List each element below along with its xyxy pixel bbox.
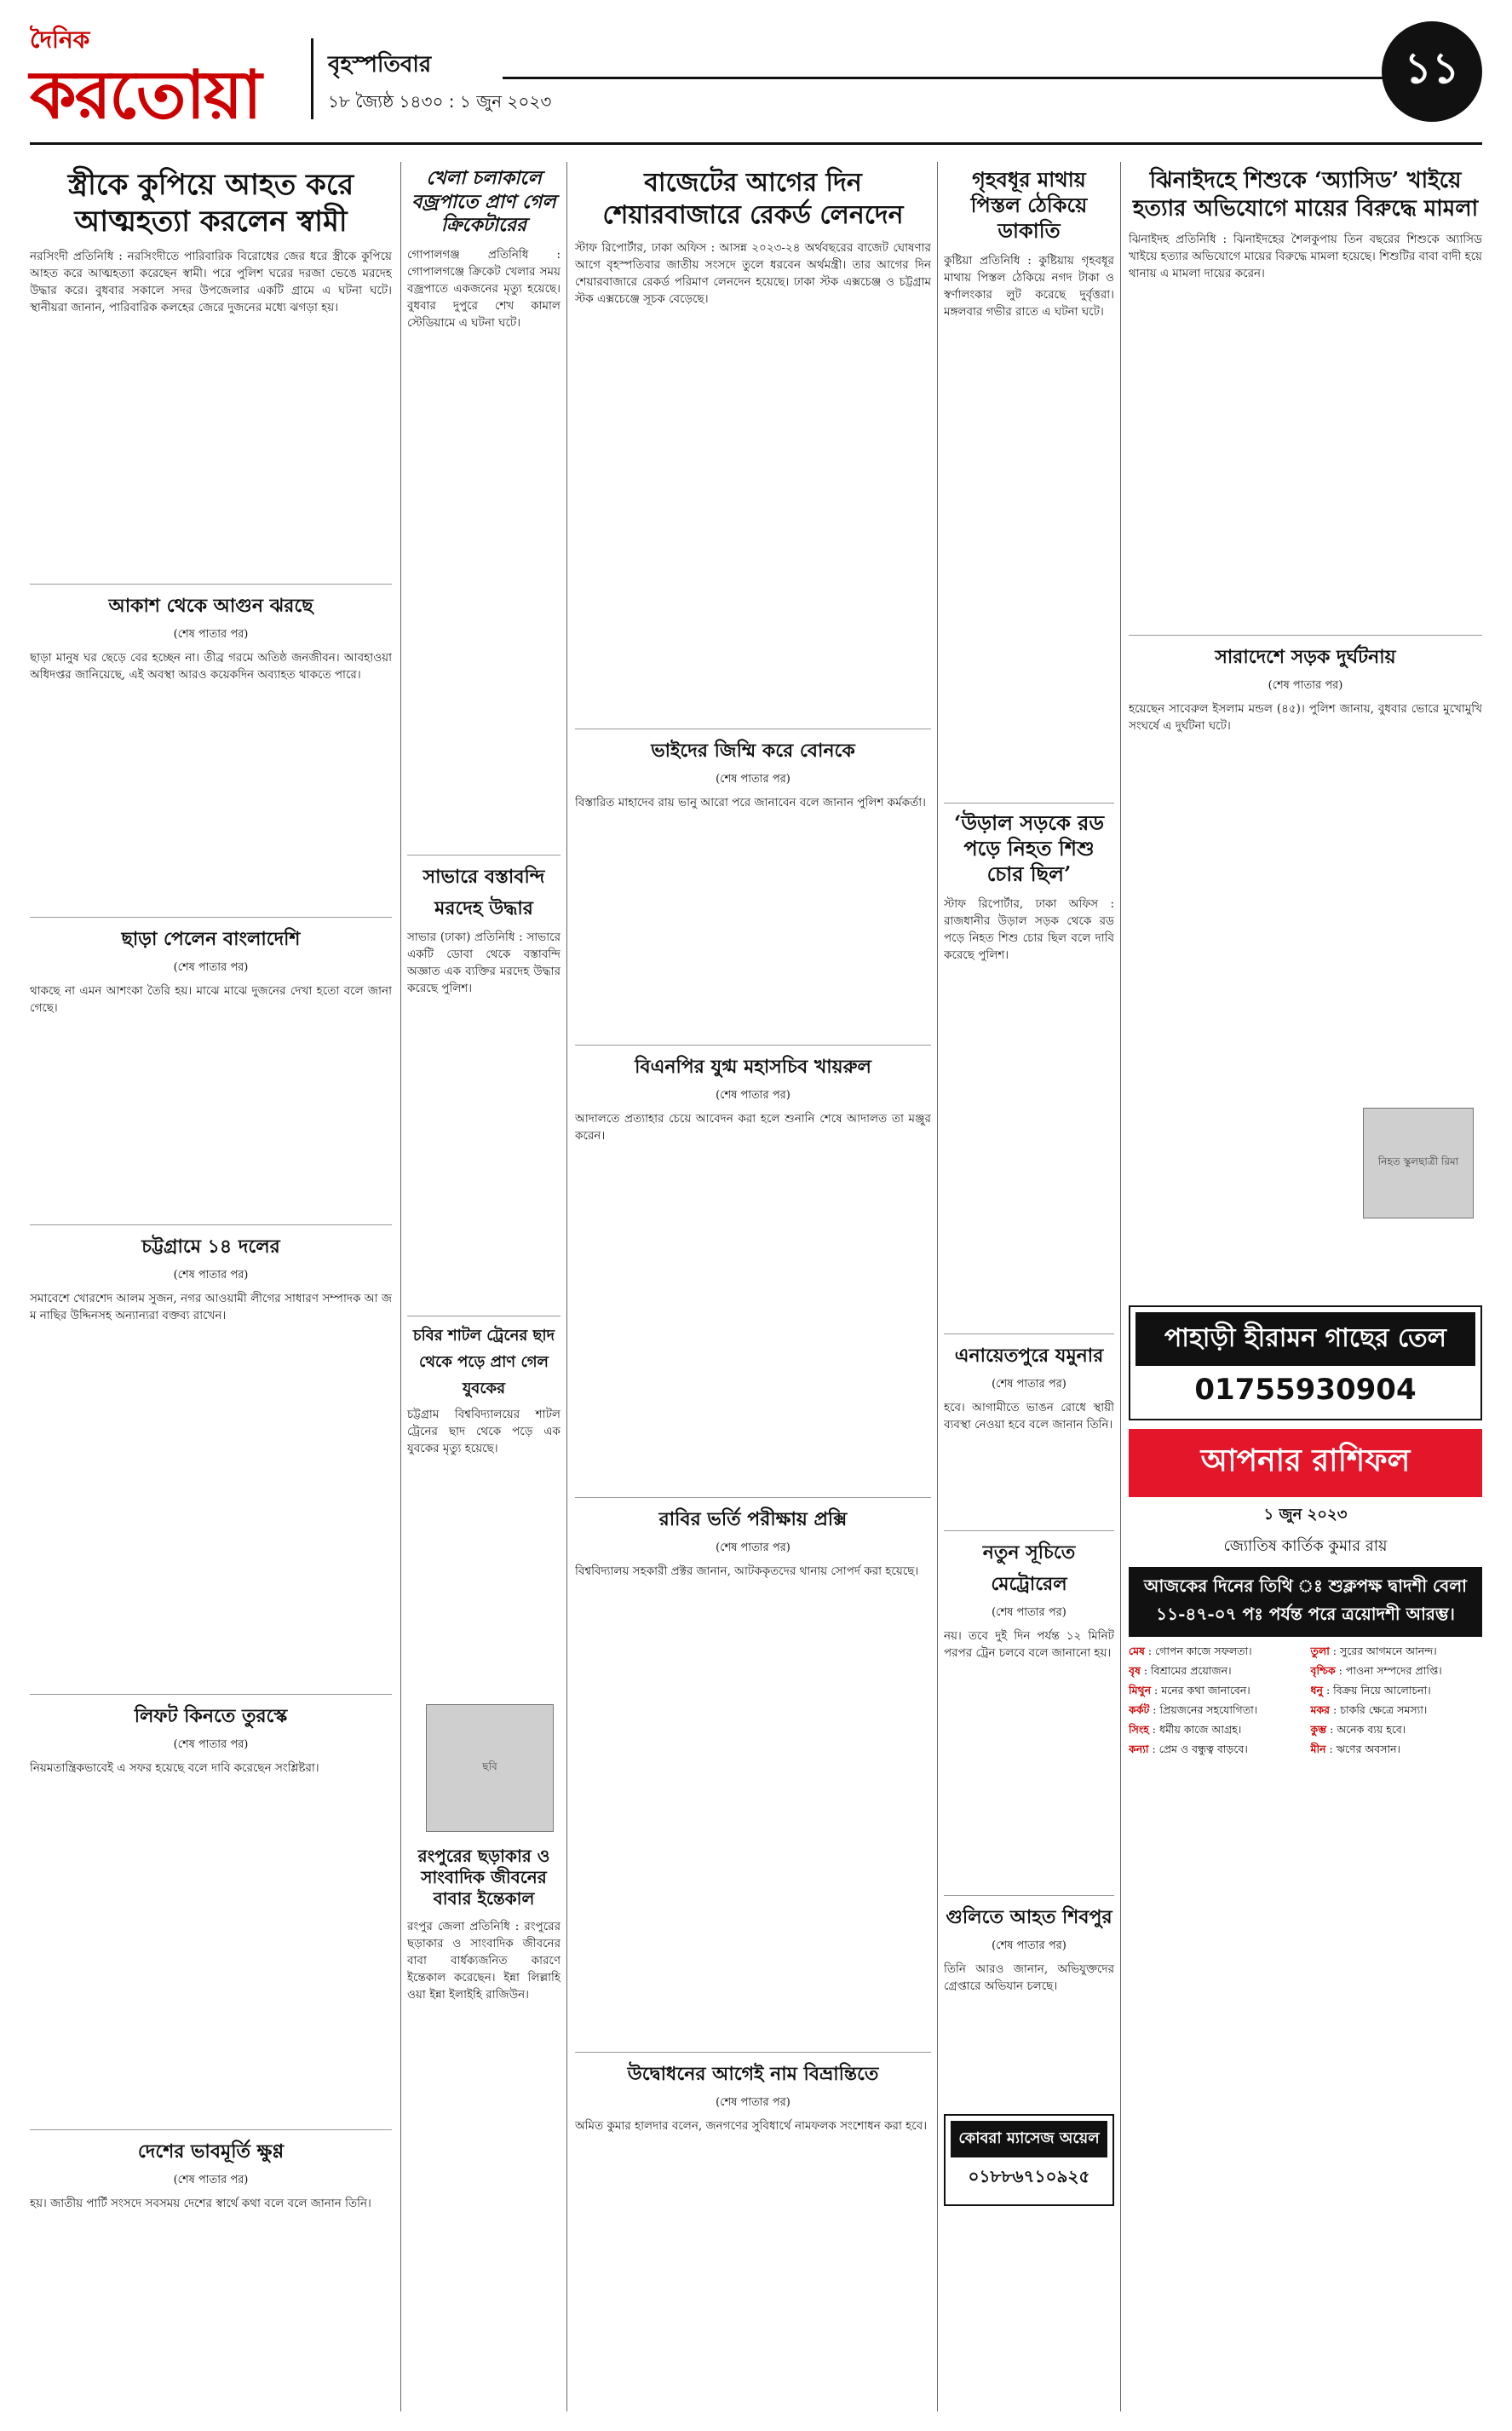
article-body: তিনি আরও জানান, অভিযুক্তদের গ্রেপ্তারে অভিযান চলছে। [944,1962,1114,1993]
sign-name: মেষ [1129,1645,1145,1657]
sign-text: গোপন কাজে সফলতা। [1155,1645,1252,1657]
article-headline: খেলা চলাকালে বজ্রপাতে প্রাণ গেল ক্রিকেটারের [411,167,556,236]
article-body: ঝিনাইদহ প্রতিনিধি : ঝিনাইদহের শৈলকুপায় তিন বছরের শিশুকে অ্যাসিড খাইয়ে হত্যার অভিযোগে মায়ের বিরুদ্ধে মামলা হয়েছে। শিশুটির বাবা বাদী হয়ে থানায় এ মামলা দায়ের করেন। [1129,233,1482,280]
column-5 [1129,162,1482,2411]
article-body: থাকছে না এমন আশংকা তৈরি হয়। মাঝে মাঝে দুজনের দেখা হতো বলে জানা গেছে। [30,984,392,1015]
photo-placeholder-label: ছবি [482,1760,497,1772]
continuation-note: (শেষ পাতার পর) [992,1606,1066,1619]
zodiac-sign: মকর : চাকরি ক্ষেত্রে সমস্যা। [1310,1703,1428,1716]
victim-photo [1363,1108,1474,1218]
logo-title: করতোয়া [30,57,261,134]
sign-name: মিথুন [1129,1684,1152,1697]
continuation-note: (শেষ পাতার পর) [992,1378,1066,1391]
masthead [30,17,1482,145]
article-body: সমাবেশে খোরশেদ আলম সুজন, নগর আওয়ামী লীগের সাধারণ সম্পাদক আ জ ম নাছির উদ্দিনসহ অন্যান্যরা বক্তব্য রাখেন। [30,1292,392,1322]
continuation-note: (শেষ পাতার পর) [716,773,790,786]
continuation-note: (শেষ পাতার পর) [1268,679,1343,692]
article-headline: সাভারে বস্তাবন্দি মরদেহ উদ্ধার [407,855,561,925]
article-headline: আকাশ থেকে আগুন ঝরছে [30,584,392,623]
portrait-photo [426,1704,554,1832]
article-body: বিস্তারিত মাহাদেব রায় ভানু আরো পরে জানাবেন বলে জানান পুলিশ কর্মকর্তা। [575,796,926,809]
issue-day: বৃহস্পতিবার [328,52,432,78]
zodiac-sign: মিথুন : মনের কথা জানাবেন। [1129,1684,1250,1697]
article-headline: গৃহবধূর মাথায় পিস্তল ঠেকিয়ে ডাকাতি [970,167,1088,243]
zodiac-sign: কন্যা : প্রেম ও বন্ধুত্ব বাড়বে। [1129,1743,1248,1755]
horoscope-author: জ্যোতিষ কার্তিক কুমার রায় [1223,1537,1388,1555]
sign-text: বিশ্রামের প্রয়োজন। [1151,1664,1232,1677]
article-body: স্টাফ রিপোর্টার, ঢাকা অফিস : রাজধানীর উড়াল সড়ক থেকে রড পড়ে নিহত শিশু চোর ছিল বলে দাবি করেছে পুলিশ। [944,897,1114,962]
article-body: কুষ্টিয়া প্রতিনিধি : কুষ্টিয়ায় গৃহবধূর মাথায় পিস্তল ঠেকিয়ে নগদ টাকা ও স্বর্ণালংকার লুট করেছে দুর্বৃত্তরা। মঙ্গলবার গভীর রাতে এ ঘটনা ঘটে। [944,254,1114,319]
article-headline: এনায়েতপুরে যমুনার [944,1334,1114,1373]
article-body: সাভার (ঢাকা) প্রতিনিধি : সাভারে একটি ডোবা থেকে বস্তাবন্দি অজ্ঞাত এক ব্যক্তির মরদেহ উদ্ধার করেছে পুলিশ। [407,930,561,995]
continuation-note: (শেষ পাতার পর) [716,1089,790,1102]
article-headline: ‘উড়াল সড়কে রড পড়ে নিহত শিশু চোর ছিল’ [944,803,1114,887]
continuation-note: (শেষ পাতার পর) [173,2174,249,2186]
advertisement-box [944,2114,1114,2206]
article-body: অমিত কুমার হালদার বলেন, জনগণের সুবিধার্থে নামফলক সংশোধন করা হবে। [575,2119,928,2133]
article-headline: গুলিতে আহত শিবপুর [944,1895,1114,1934]
sign-name: ধনু [1310,1684,1323,1697]
article-headline: রাবির ভর্তি পরীক্ষায় প্রক্সি [575,1497,931,1536]
zodiac-sign: কর্কট : প্রিয়জনের সহযোগিতা। [1129,1703,1258,1716]
zodiac-sign: মীন : ঋণের অবসান। [1310,1743,1401,1755]
article-body: হয়েছেন সাবেরুল ইসলাম মন্ডল (৪৫)। পুলিশ জানায়, বুধবার ভোরে মুখোমুখি সংঘর্ষে এ দুর্ঘটনা ঘটে। [1129,702,1482,733]
article-headline: নতুন সূচিতে মেট্রোরেল [944,1530,1114,1601]
article-body: হয়। জাতীয় পার্টি সংসদে সবসময় দেশের স্বার্থে কথা বলে বলে জানান তিনি। [30,2197,371,2210]
zodiac-sign: বৃষ : বিশ্রামের প্রয়োজন। [1129,1664,1232,1677]
sign-text: বিক্রয় নিয়ে আলোচনা। [1333,1684,1431,1697]
sign-text: চাকরি ক্ষেত্রে সমস্যা। [1340,1703,1428,1716]
issue-date: ১৮ জ্যৈষ্ঠ ১৪৩০ : ১ জুন ২০২৩ [328,91,552,112]
sign-name: বৃশ্চিক [1310,1664,1336,1677]
logo-prefix: দৈনিক [30,26,90,54]
continuation-note: (শেষ পাতার পর) [173,1738,249,1751]
article-headline: বাজেটের আগের দিন শেয়ারবাজারে রেকর্ড লেনদেন [602,168,904,230]
sign-text: প্রেম ও বন্ধুত্ব বাড়বে। [1158,1743,1248,1755]
article-body: নিয়মতান্ত্রিকভাবেই এ সফর হয়েছে বলে দাবি করেছেন সংশ্লিষ্টরা। [30,1761,319,1775]
sign-name: মীন [1310,1743,1326,1755]
sign-text: ঋণের অবসান। [1336,1743,1401,1755]
horoscope-header: আপনার রাশিফল [1129,1429,1482,1497]
continuation-note: (শেষ পাতার পর) [173,961,249,974]
zodiac-sign: ধনু : বিক্রয় নিয়ে আলোচনা। [1310,1684,1431,1697]
article-body: নয়। তবে দুই দিন পর্যন্ত ১২ মিনিট পরপর ট্রেন চলবে বলে জানানো হয়। [944,1629,1114,1660]
advertisement-title: কোবরা ম্যাসেজ অয়েল [951,2121,1107,2157]
newspaper-logo [30,21,294,134]
column-rule [566,162,567,2411]
continuation-note: (শেষ পাতার পর) [716,2096,790,2109]
horoscope-tithi-banner: আজকের দিনের তিথি ঃ শুক্লপক্ষ দ্বাদশী বেলা ১১-৪৭-০৭ পঃ পর্যন্ত পরে ত্রয়োদশী আরম্ভ। [1129,1567,1482,1637]
article-headline: রংপুরের ছড়াকার ও সাংবাদিক জীবনের বাবার ইন্তেকাল [417,1846,550,1909]
sign-name: তুলা [1310,1645,1330,1657]
sign-name: বৃষ [1129,1664,1141,1677]
advertisement-phone: ০১৮৮৬৭১০৯২৫ [968,2166,1090,2186]
masthead-rule [503,77,1406,79]
sign-text: অনেক ব্যয় হবে। [1337,1723,1406,1736]
sign-text: পাওনা সম্পদের প্রাপ্তি। [1345,1664,1442,1677]
continuation-note: (শেষ পাতার পর) [173,628,249,641]
article-body: স্টাফ রিপোর্টার, ঢাকা অফিস : আসন্ন ২০২৩-২৪ অর্থবছরের বাজেট ঘোষণার আগে বৃহস্পতিবার জাতীয় সংসদে তুলে ধরবেন অর্থমন্ত্রী। তার আগের দিন শেয়ারবাজারে রেকর্ড পরিমাণ লেনদেন হয়েছে। ঢাকা স্টক এক্সচেঞ্জ ও চট্টগ্রাম স্টক এক্সচেঞ্জে সূচক বেড়েছে। [575,241,931,306]
article-body: আদালতে প্রত্যাহার চেয়ে আবেদন করা হলে শুনানি শেষে আদালত তা মঞ্জুর করেন। [575,1112,931,1143]
zodiac-sign: বৃশ্চিক : পাওনা সম্পদের প্রাপ্তি। [1310,1664,1442,1677]
article-body: নরসিংদী প্রতিনিধি : নরসিংদীতে পারিবারিক বিরোধের জের ধরে স্ত্রীকে কুপিয়ে আহত করে আত্মহত্যা করেছেন স্বামী। পরে পুলিশ ঘরের দরজা ভেঙে মরদেহ উদ্ধার করে। বুধবার সকালে সদর উপজেলার একটি গ্রামে এ ঘটনা ঘটে। স্থানীয়রা জানান, পারিবারিক কলহের জেরে দুজনের মধ্যে ঝগড়া হয়। [30,250,392,314]
article-headline: স্ত্রীকে কুপিয়ে আহত করে আত্মহত্যা করলেন স্বামী [67,168,354,239]
sign-name: সিংহ [1129,1723,1149,1736]
horoscope-signs [1129,1644,1482,1756]
article-body: রংপুর জেলা প্রতিনিধি : রংপুরের ছড়াকার ও সাংবাদিক জীবনের বাবা বার্ধক্যজনিত কারণে ইন্তেকাল করেছেন। ইন্না লিল্লাহি ওয়া ইন্না ইলাইহি রাজিউন। [407,1920,561,2002]
article-headline: ঝিনাইদহে শিশুকে ‘অ্যাসিড’ খাইয়ে হত্যার অভিযোগে মায়ের বিরুদ্ধে মামলা [1132,168,1479,222]
advertisement-phone: 01755930904 [1194,1373,1417,1407]
continuation-note: (শেষ পাতার পর) [992,1939,1066,1952]
article-headline: বিএনপির যুগ্ম মহাসচিব খায়রুল [575,1045,931,1084]
article-body: ছাড়া মানুষ ঘর ছেড়ে বের হচ্ছেন না। তীব্র গরমে অতিষ্ঠ জনজীবন। আবহাওয়া অধিদপ্তর জানিয়েছে, এই অবস্থা আরও কয়েকদিন অব্যাহত থাকতে পারে। [30,651,392,682]
sign-name: কর্কট [1129,1703,1150,1716]
continuation-note: (শেষ পাতার পর) [716,1541,790,1554]
article-body: বিশ্ববিদ্যালয় সহকারী প্রক্টর জানান, আটককৃতদের থানায় সোপর্দ করা হয়েছে। [575,1564,919,1578]
column-1 [30,162,392,2411]
article-headline: চট্টগ্রামে ১৪ দলের [30,1224,392,1264]
column-rule [400,162,401,2411]
advertisement-title: পাহাড়ী হীরামন গাছের তেল [1135,1312,1475,1366]
sign-name: মকর [1310,1703,1331,1716]
article-headline: লিফট কিনতে তুরস্কে [30,1694,392,1733]
zodiac-sign: কুম্ভ : অনেক ব্যয় হবে। [1310,1723,1406,1736]
article-body: গোপালগঞ্জ প্রতিনিধি : গোপালগঞ্জে ক্রিকেট খেলার সময় বজ্রপাতে একজনের মৃত্যু হয়েছে। বুধবার দুপুরে শেখ কামাল স্টেডিয়ামে এ ঘটনা ঘটে। [407,247,561,330]
column-rule [1120,162,1121,2411]
column-3 [575,162,931,2411]
zodiac-sign: সিংহ : ধর্মীয় কাজে আগ্রহ। [1129,1723,1242,1736]
photo-caption: নিহত স্কুলছাত্রী রিমা [1377,1155,1459,1167]
horoscope-date: ১ জুন ২০২৩ [1263,1506,1348,1524]
masthead-divider [311,38,313,119]
column-2-bottom [407,1841,561,2411]
sign-name: কুম্ভ [1310,1723,1327,1736]
advertisement-box [1129,1305,1482,1420]
article-headline: চবির শাটল ট্রেনের ছাদ থেকে পড়ে প্রাণ গেল যুবকের [407,1316,561,1403]
sign-text: মনের কথা জানাবেন। [1161,1684,1250,1697]
sign-text: ধর্মীয় কাজে আগ্রহ। [1158,1723,1242,1736]
sign-text: সুরের আগমনে আনন্দ। [1340,1645,1437,1657]
zodiac-sign: মেষ : গোপন কাজে সফলতা। [1129,1645,1252,1657]
column-4 [944,162,1114,2411]
sign-text: প্রিয়জনের সহযোগিতা। [1159,1703,1258,1716]
article-headline: উদ্বোধনের আগেই নাম বিভ্রান্তিতে [575,2052,931,2091]
sign-name: কন্যা [1129,1743,1149,1755]
article-body: হবে। আগামীতে ভাঙন রোধে স্থায়ী ব্যবস্থা নেওয়া হবে বলে জানান তিনি। [944,1401,1114,1432]
article-headline: ভাইদের জিম্মি করে বোনকে [575,729,931,768]
article-headline: দেশের ভাবমূর্তি ক্ষুণ্ণ [30,2129,392,2169]
article-headline: সারাদেশে সড়ক দুর্ঘটনায় [1129,635,1482,674]
column-rule [937,162,938,2411]
article-body: চট্টগ্রাম বিশ্ববিদ্যালয়ের শাটল ট্রেনের ছাদ থেকে পড়ে এক যুবকের মৃত্যু হয়েছে। [407,1407,561,1455]
continuation-note: (শেষ পাতার পর) [173,1269,249,1282]
page-number-badge: ১১ [1382,21,1482,122]
article-headline: ছাড়া পেলেন বাংলাদেশি [30,917,392,956]
zodiac-sign: তুলা : সুরের আগমনে আনন্দ। [1310,1645,1437,1657]
